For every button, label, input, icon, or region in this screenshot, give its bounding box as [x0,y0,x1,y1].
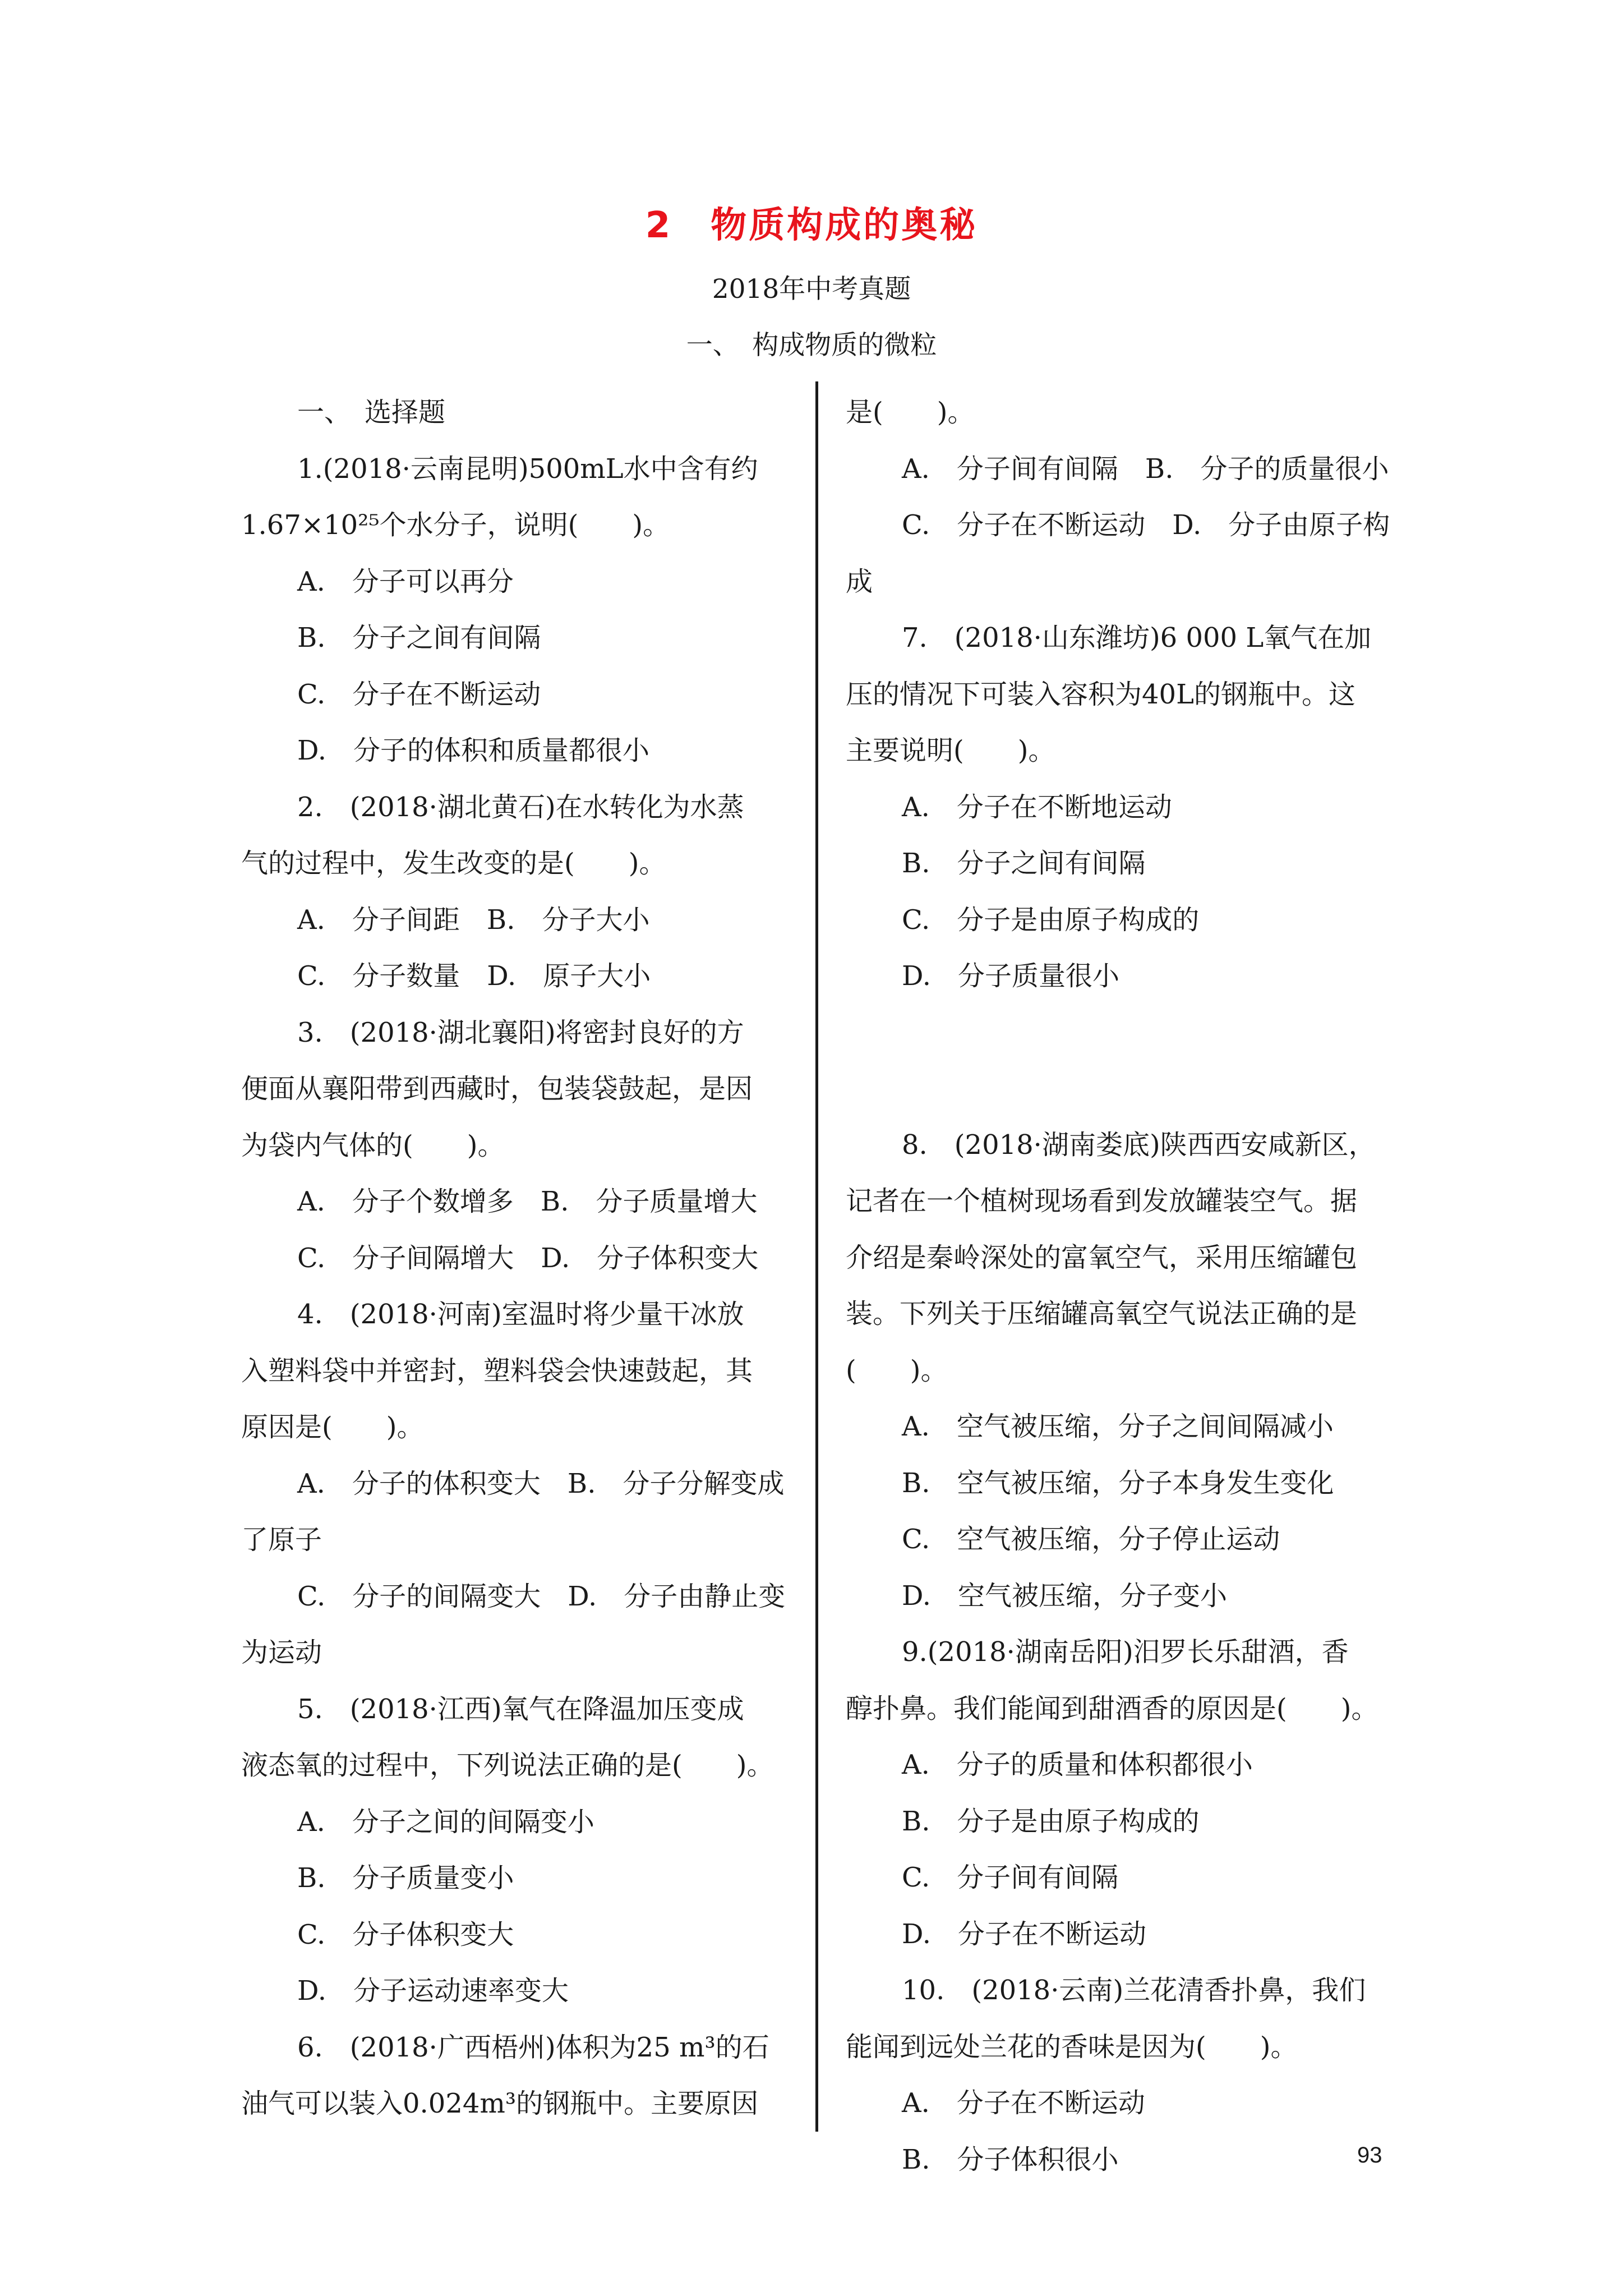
question-1-stem: 1.(2018·云南昆明)500mL水中含有约 [297,453,758,485]
question-3-stem: 3. (2018·湖北襄阳)将密封良好的方 [297,1016,744,1048]
q4-options-cd: C. 分子的间隔变大 D. 分子由静止变 [297,1580,786,1612]
q3-options-cd: C. 分子间隔增大 D. 分子体积变大 [297,1242,759,1274]
q1-option-b: B. 分子之间有间隔 [297,622,541,654]
question-10-stem: 10. (2018·云南)兰花清香扑鼻，我们 [902,1975,1366,2006]
q8-option-b: B. 空气被压缩，分子本身发生变化 [902,1467,1334,1499]
left-column [241,384,794,2132]
q5-option-a: A. 分子之间的间隔变小 [297,1806,594,1838]
q7-option-b: B. 分子之间有间隔 [902,848,1146,879]
q8-option-d: D. 空气被压缩，分子变小 [902,1580,1228,1612]
question-2-stem-cont: 气的过程中，发生改变的是( )。 [241,848,666,879]
q5-option-b: B. 分子质量变小 [297,1862,514,1894]
q9-option-d: D. 分子在不断运动 [902,1918,1147,1950]
question-5-stem: 5. (2018·江西)氧气在降温加压变成 [297,1693,744,1725]
question-8-stem-cont: 介绍是秦岭深处的富氧空气，采用压缩罐包 [846,1241,1358,1273]
question-1-stem-cont: 1.67×10²⁵个水分子，说明( )。 [241,509,670,541]
question-6-stem: 6. (2018·广西梧州)体积为25 m³的石 [297,2031,769,2063]
right-column [846,384,1435,2188]
q1-option-a: A. 分子可以再分 [297,565,514,597]
q10-option-b: B. 分子体积很小 [902,2143,1119,2175]
q6-options-cd: C. 分子在不断运动 D. 分子由原子构 [902,509,1390,541]
q7-option-d: D. 分子质量很小 [902,960,1120,992]
blank-gap [846,1005,1435,1117]
question-9-stem-cont: 醇扑鼻。我们能闻到甜酒香的原因是( )。 [846,1692,1378,1724]
question-8-stem: 8. (2018·湖南娄底)陕西西安咸新区， [902,1129,1376,1161]
question-7-stem: 7. (2018·山东潍坊)6 000 L氧气在加 [902,622,1372,654]
question-8-stem-cont: 记者在一个植树现场看到发放罐装空气。据 [846,1185,1358,1217]
question-4-stem-cont: 原因是( )。 [241,1411,424,1443]
q6-options-ab: A. 分子间有间隔 B. 分子的质量很小 [902,453,1389,485]
question-6-stem-cont: 油气可以装入0.024m³的钢瓶中。主要原因 [241,2088,759,2119]
question-8-stem-cont: 装。下列关于压缩罐高氧空气说法正确的是 [846,1298,1358,1329]
question-7-stem-cont: 压的情况下可装入容积为40L的钢瓶中。这 [846,678,1355,710]
q9-option-c: C. 分子间有间隔 [902,1862,1119,1893]
q2-options-cd: C. 分子数量 D. 原子大小 [297,960,651,992]
q2-options-ab: A. 分子间距 B. 分子大小 [297,904,650,936]
page-number: 93 [1357,2143,1382,2168]
question-8-stem-cont: ( )。 [846,1354,948,1386]
q10-option-a: A. 分子在不断运动 [902,2087,1145,2119]
q5-option-d: D. 分子运动速率变大 [297,1975,569,2007]
question-7-stem-cont: 主要说明( )。 [846,735,1055,766]
q9-option-b: B. 分子是由原子构成的 [902,1805,1200,1837]
q6-options-cd-cont: 成 [846,565,873,597]
question-4-stem: 4. (2018·河南)室温时将少量干冰放 [297,1299,744,1330]
column-divider [815,381,818,2132]
question-9-stem: 9.(2018·湖南岳阳)汨罗长乐甜酒，香 [902,1636,1349,1668]
q4-options-ab: A. 分子的体积变大 B. 分子分解变成 [297,1467,785,1499]
question-3-stem-cont: 便面从襄阳带到西藏时，包装袋鼓起，是因 [241,1073,753,1105]
section-heading: 一、 构成物质的微粒 [686,330,937,361]
q1-option-d: D. 分子的体积和质量都很小 [297,735,650,766]
q3-options-ab: A. 分子个数增多 B. 分子质量增大 [297,1186,758,1217]
q7-option-c: C. 分子是由原子构成的 [902,904,1200,936]
q1-option-c: C. 分子在不断运动 [297,678,541,710]
q8-option-c: C. 空气被压缩，分子停止运动 [902,1524,1280,1555]
question-3-stem-cont: 为袋内气体的( )。 [241,1129,505,1161]
question-type-heading: 一、 选择题 [297,397,446,428]
page-title: 2 物质构成的奥秘 [645,205,978,246]
q8-option-a: A. 空气被压缩，分子之间间隔减小 [902,1411,1334,1442]
question-10-stem-cont: 能闻到远处兰花的香味是因为( )。 [846,2031,1298,2063]
q4-options-ab-cont: 了原子 [241,1524,322,1556]
question-2-stem: 2. (2018·湖北黄石)在水转化为水蒸 [297,791,744,823]
q5-option-c: C. 分子体积变大 [297,1918,514,1950]
q7-option-a: A. 分子在不断地运动 [902,791,1172,823]
q4-options-cd-cont: 为运动 [241,1637,322,1668]
q9-option-a: A. 分子的质量和体积都很小 [902,1749,1253,1780]
question-6-stem-end: 是( )。 [846,397,975,428]
question-4-stem-cont: 入塑料袋中并密封，塑料袋会快速鼓起，其 [241,1355,753,1387]
exam-subtitle: 2018年中考真题 [712,274,911,305]
question-5-stem-cont: 液态氧的过程中，下列说法正确的是( )。 [241,1750,774,1781]
